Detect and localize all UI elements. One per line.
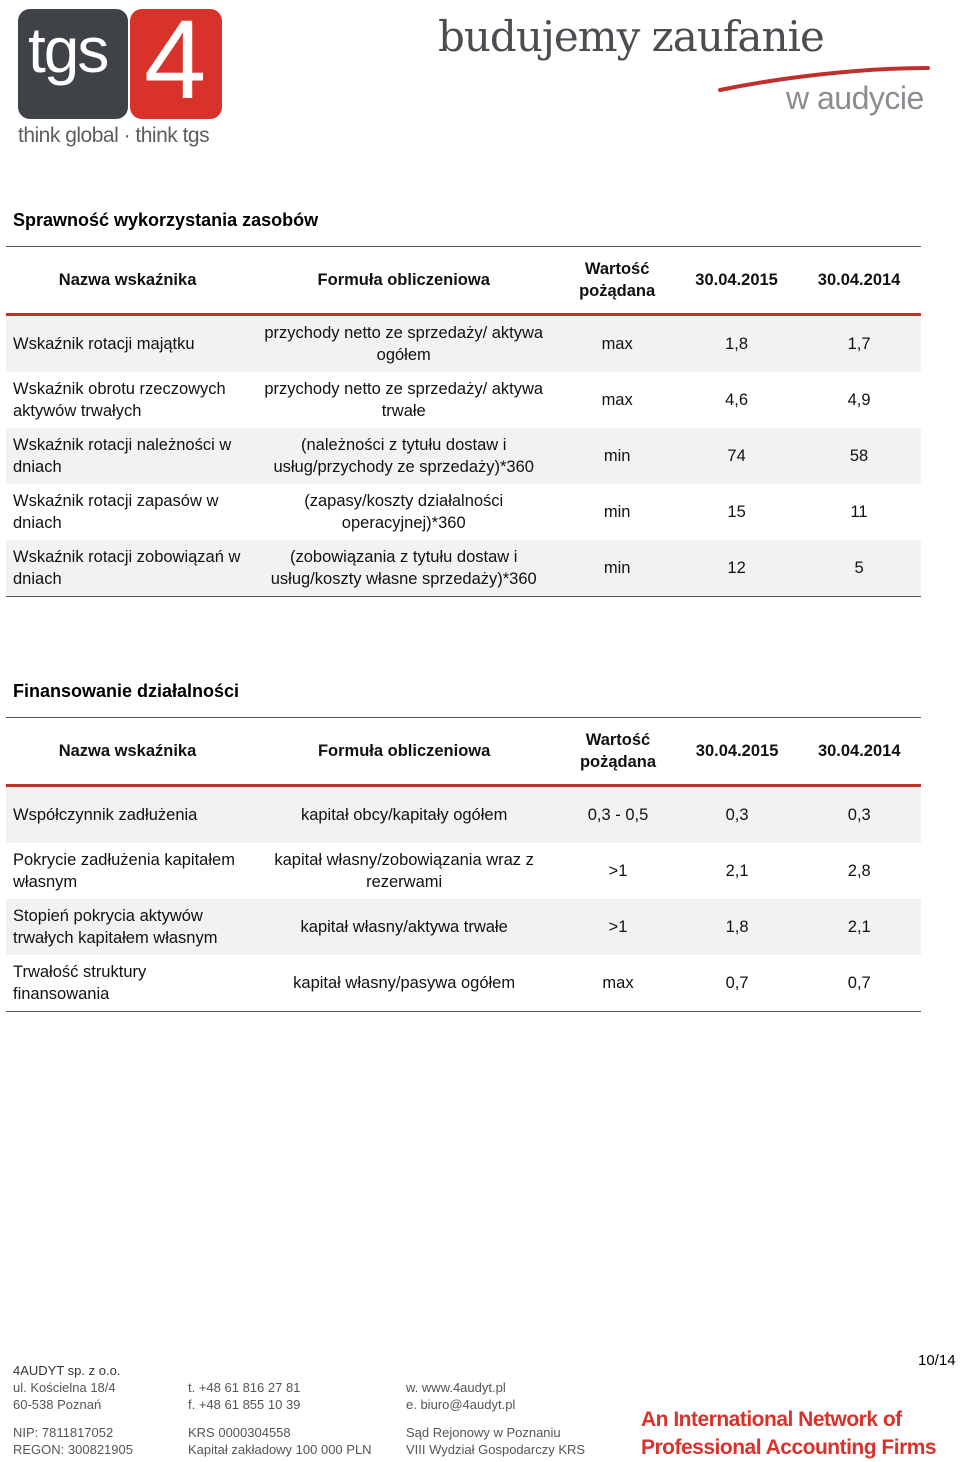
cell-formula: (należności z tytułu dostaw i usług/przychody ze sprzedaży)*360 bbox=[249, 428, 558, 484]
section-title-resources: Sprawność wykorzystania zasobów bbox=[13, 210, 319, 230]
footer-col-contact bbox=[188, 1379, 300, 1413]
cell-name: Wskaźnik rotacji należności w dniach bbox=[6, 428, 249, 484]
footer-court1: Sąd Rejonowy w Poznaniu bbox=[406, 1425, 561, 1440]
footer-regon: REGON: 300821905 bbox=[13, 1442, 133, 1457]
footer-phone: t. +48 61 816 27 81 bbox=[188, 1380, 301, 1395]
slogan-sub: w audycie bbox=[786, 80, 924, 116]
cell-2015: 0,3 bbox=[677, 786, 798, 844]
cell-formula: kapitał obcy/kapitały ogółem bbox=[249, 786, 559, 844]
footer-address1: ul. Kościelna 18/4 bbox=[13, 1380, 116, 1395]
col-header-2015: 30.04.2015 bbox=[677, 718, 798, 786]
footer-email-link[interactable]: e. biuro@4audyt.pl bbox=[406, 1397, 516, 1412]
cell-desired: max bbox=[559, 955, 676, 1012]
table-row bbox=[6, 955, 921, 1012]
page-number: 10/14 bbox=[918, 1352, 956, 1369]
col-header-name: Nazwa wskaźnika bbox=[6, 247, 249, 315]
cell-2014: 11 bbox=[850, 502, 868, 521]
network-slogan bbox=[641, 1406, 936, 1462]
table-row bbox=[6, 786, 921, 844]
cell-name: Wskaźnik obrotu rzeczowych aktywów trwałych bbox=[13, 379, 226, 420]
table-row bbox=[6, 372, 921, 428]
logo-number: 4 bbox=[144, 0, 207, 122]
cell-2014: 4,9 bbox=[847, 390, 871, 409]
table-row bbox=[6, 484, 921, 540]
cell-formula: (zapasy/koszty działalności operacyjnej)*360 bbox=[304, 491, 504, 532]
cell-2015: 15 bbox=[727, 502, 746, 521]
cell-2014: 1,7 bbox=[797, 315, 921, 373]
cell-name: Współczynnik zadłużenia bbox=[6, 786, 249, 844]
table-row bbox=[6, 428, 921, 484]
col-header-desired: Wartość pożądana bbox=[558, 247, 676, 315]
cell-desired: >1 bbox=[608, 861, 628, 880]
cell-name: Pokrycie zadłużenia kapitałem własnym bbox=[13, 850, 235, 891]
cell-name: Wskaźnik rotacji majątku bbox=[6, 315, 249, 373]
footer-nip: NIP: 7811817052 bbox=[13, 1425, 114, 1440]
col-header-formula: Formuła obliczeniowa bbox=[249, 718, 559, 786]
cell-formula: przychody netto ze sprzedaży/ aktywa trwałe bbox=[264, 379, 544, 420]
network-line-1: An International Network of bbox=[641, 1408, 902, 1431]
table-row bbox=[6, 540, 921, 597]
cell-2015: 1,8 bbox=[676, 315, 797, 373]
cell-2014: 2,8 bbox=[847, 861, 871, 880]
cell-desired: min bbox=[603, 502, 631, 521]
table-resources bbox=[6, 246, 921, 597]
cell-desired: max bbox=[601, 390, 633, 409]
footer-court2: VIII Wydział Gospodarczy KRS bbox=[406, 1442, 586, 1457]
cell-desired: min bbox=[558, 540, 676, 597]
footer-col-krs bbox=[188, 1424, 372, 1458]
cell-name: Wskaźnik rotacji zobowiązań w dniach bbox=[6, 540, 249, 597]
cell-formula: kapitał własny/pasywa ogółem bbox=[249, 955, 559, 1012]
cell-2014: 58 bbox=[797, 428, 921, 484]
col-header-desired: Wartość pożądana bbox=[559, 718, 676, 786]
cell-formula: kapitał własny/zobowiązania wraz z rezerwami bbox=[274, 850, 534, 891]
cell-2014: 5 bbox=[797, 540, 921, 597]
cell-formula: (zobowiązania z tytułu dostaw i usług/koszty własne sprzedaży)*360 bbox=[249, 540, 558, 597]
cell-2015: 2,1 bbox=[725, 861, 749, 880]
cell-name: Wskaźnik rotacji zapasów w dniach bbox=[13, 491, 219, 532]
cell-formula: przychody netto ze sprzedaży/ aktywa ogółem bbox=[249, 315, 558, 373]
col-header-name: Nazwa wskaźnika bbox=[6, 718, 249, 786]
cell-2014: 2,1 bbox=[797, 899, 921, 955]
footer-col-court bbox=[406, 1424, 585, 1458]
network-line-2: Professional Accounting Firms bbox=[641, 1436, 937, 1459]
footer-col-ids bbox=[13, 1424, 133, 1458]
cell-name: Stopień pokrycia aktywów trwałych kapitałem własnym bbox=[6, 899, 249, 955]
col-header-2014: 30.04.2014 bbox=[797, 247, 921, 315]
footer-col-company bbox=[13, 1362, 120, 1413]
footer-col-web bbox=[406, 1379, 515, 1413]
table-row bbox=[6, 843, 921, 899]
logo-tagline: think global · think tgs bbox=[18, 124, 210, 147]
footer-fax: f. +48 61 855 10 39 bbox=[188, 1397, 301, 1412]
cell-2014: 0,3 bbox=[797, 786, 921, 844]
cell-2015: 0,7 bbox=[677, 955, 798, 1012]
cell-desired: min bbox=[558, 428, 676, 484]
cell-2015: 1,8 bbox=[677, 899, 798, 955]
logo-text: tgs bbox=[28, 14, 108, 86]
table-row bbox=[6, 315, 921, 373]
table-financing bbox=[6, 717, 921, 1012]
cell-2015: 4,6 bbox=[725, 390, 749, 409]
slogan-main: budujemy zaufanie bbox=[438, 12, 824, 61]
footer-web-link[interactable]: w. www.4audyt.pl bbox=[406, 1380, 506, 1395]
footer-address2: 60-538 Poznań bbox=[13, 1397, 102, 1412]
table-row bbox=[6, 899, 921, 955]
cell-name: Trwałość struktury finansowania bbox=[6, 955, 249, 1012]
cell-desired: max bbox=[558, 315, 676, 373]
section-title-financing: Finansowanie działalności bbox=[13, 681, 240, 701]
col-header-2014: 30.04.2014 bbox=[797, 718, 921, 786]
cell-desired: >1 bbox=[559, 899, 676, 955]
cell-2014: 0,7 bbox=[797, 955, 921, 1012]
footer-krs: KRS 0000304558 bbox=[188, 1425, 291, 1440]
footer-company: 4AUDYT sp. z o.o. bbox=[13, 1363, 121, 1378]
tgs4-logo bbox=[18, 0, 222, 122]
cell-formula: kapitał własny/aktywa trwałe bbox=[249, 899, 559, 955]
cell-2015: 12 bbox=[676, 540, 797, 597]
col-header-formula: Formuła obliczeniowa bbox=[249, 247, 558, 315]
col-header-2015: 30.04.2015 bbox=[676, 247, 797, 315]
cell-2015: 74 bbox=[676, 428, 797, 484]
logo-red-block bbox=[130, 0, 222, 122]
logo-dark-block bbox=[18, 9, 128, 119]
cell-desired: 0,3 - 0,5 bbox=[559, 786, 676, 844]
footer-capital: Kapitał zakładowy 100 000 PLN bbox=[188, 1442, 372, 1457]
